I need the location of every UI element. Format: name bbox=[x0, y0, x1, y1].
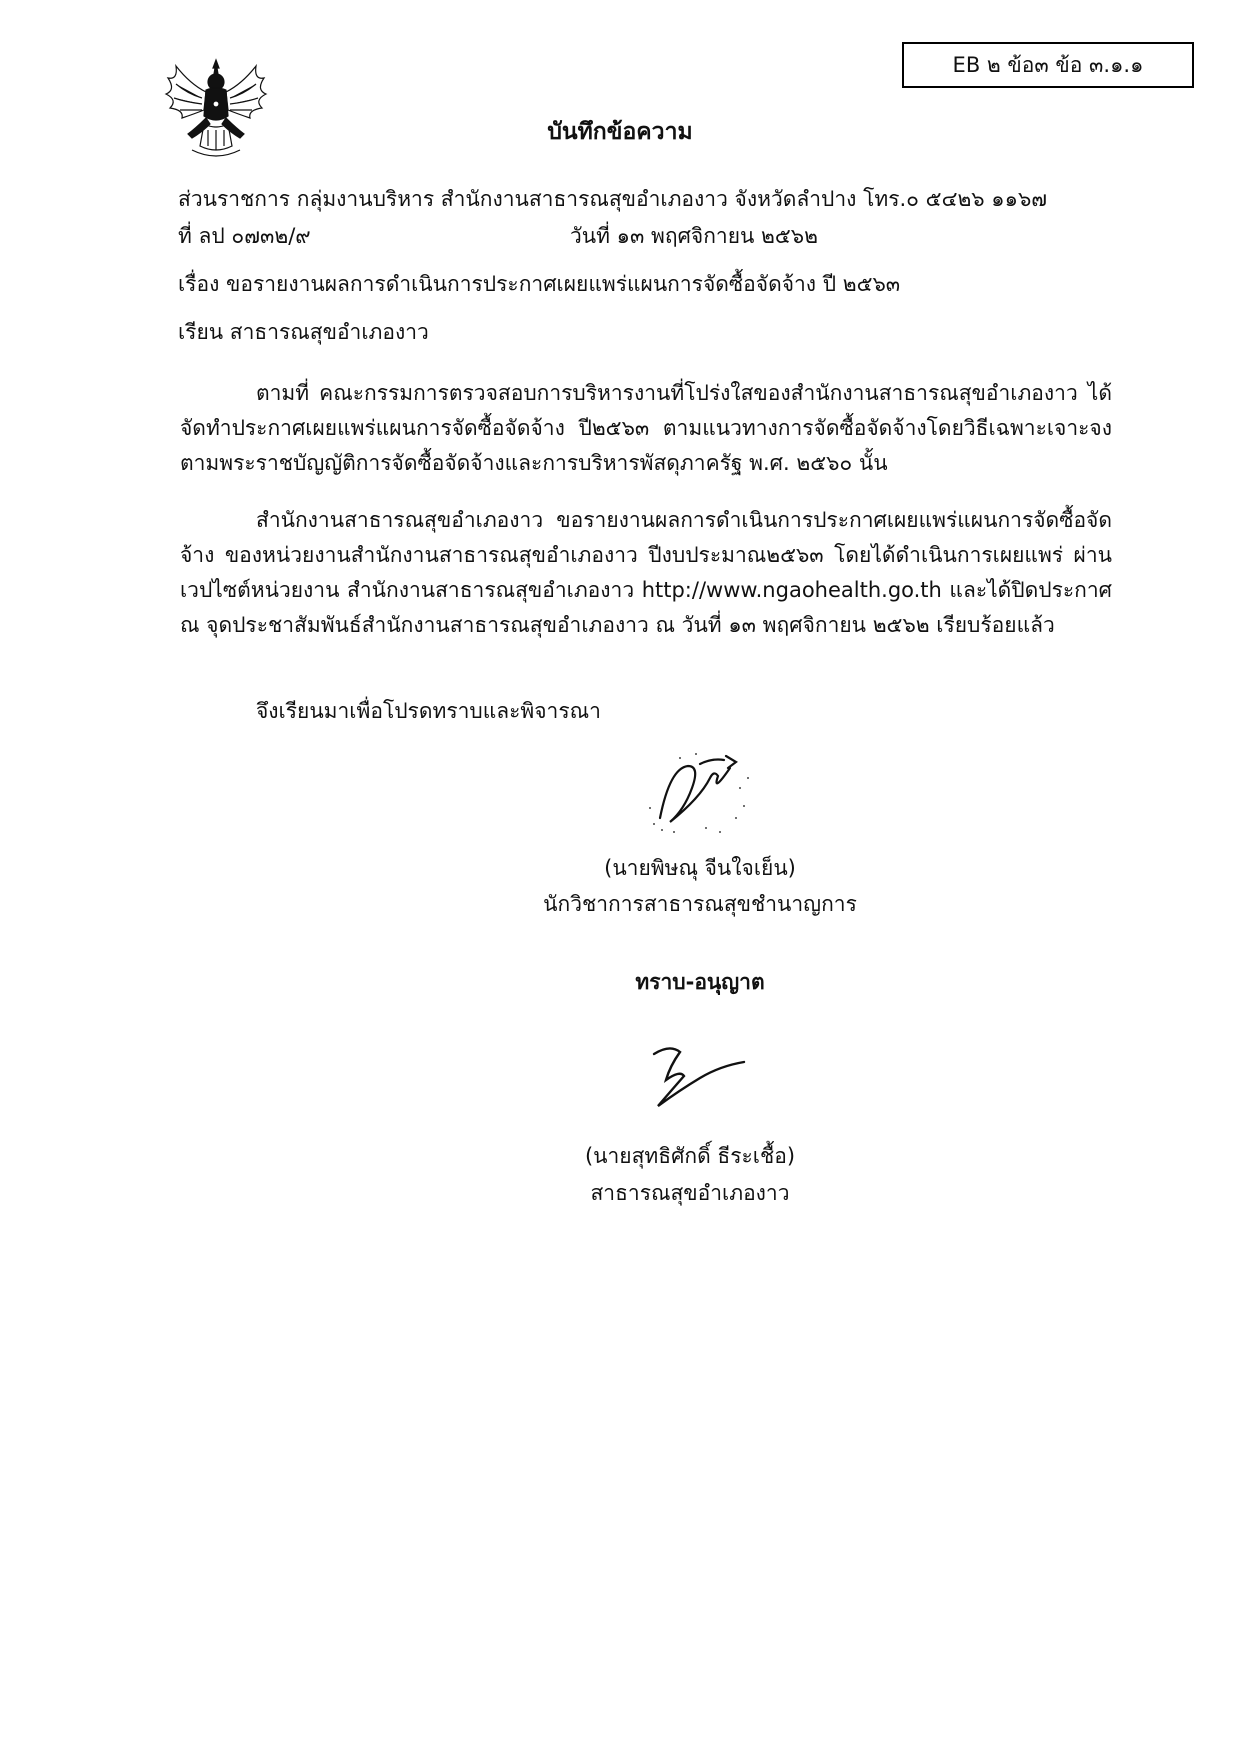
recipient-line: เรียน สาธารณสุขอำเภองาว bbox=[178, 320, 429, 344]
memo-title: บันทึกข้อความ bbox=[547, 119, 693, 145]
body-paragraph-1: ตามที่ คณะกรรมการตรวจสอบการบริหารงานที่โปร่งใสของสำนักงานสาธารณสุขอำเภองาว ได้จัดทำประกาศเผยแพร่แผนการจัดซื้อจัดจ้าง ปี๒๕๖๓ ตามแนวทางการจัดซื้อจัดจ้างโดยวิธีเฉพาะเจาะจง ตามพระราชบัญญัติการจัดซื้อจัดจ้างและการบริหารพัสดุภาครัฐ พ.ศ. ๒๕๖๐ นั้น bbox=[180, 381, 1112, 475]
signer-1-name: (นายพิษณุ จีนใจเย็น) bbox=[604, 856, 796, 880]
signer-2-name: (นายสุทธิศักดิ์ ธีระเชื้อ) bbox=[584, 1144, 796, 1168]
signature-2 bbox=[640, 1040, 750, 1110]
body-paragraph-2: สำนักงานสาธารณสุขอำเภองาว ขอรายงานผลการดำเนินการประกาศเผยแพร่แผนการจัดซื้อจัดจ้าง ของหน่วยงานสำนักงานสาธารณสุขอำเภองาว ปีงบประมาณ๒๕๖๓ โดยได้ดำเนินการเผยแพร่ ผ่านเวปไซต์หน่วยงาน สำนักงานสาธารณสุขอำเภองาว http://www.ngaohealth.go.th และได้ปิดประกาศ ณ จุดประชาสัมพันธ์สำนักงานสาธารณสุขอำเภองาว ณ วันที่ ๑๓ พฤศจิกายน ๒๕๖๒ เรียบร้อยแล้ว bbox=[180, 508, 1112, 637]
signature-1 bbox=[640, 748, 760, 838]
closing-line: จึงเรียนมาเพื่อโปรดทราบและพิจารณา bbox=[256, 699, 601, 723]
reference-box: EB ๒ ข้อ๓ ข้อ ๓.๑.๑ bbox=[902, 42, 1194, 88]
subject-line: เรื่อง ขอรายงานผลการดำเนินการประกาศเผยแพร่แผนการจัดซื้อจัดจ้าง ปี ๒๕๖๓ bbox=[178, 272, 901, 296]
signer-2-position: สาธารณสุขอำเภองาว bbox=[590, 1181, 790, 1205]
department-line: ส่วนราชการ กลุ่มงานบริหาร สำนักงานสาธารณสุขอำเภองาว จังหวัดลำปาง โทร.๐ ๕๔๒๖ ๑๑๖๗ bbox=[178, 187, 1048, 211]
signer-1-position: นักวิชาการสาธารณสุขชำนาญการ bbox=[543, 892, 857, 916]
document-number: ที่ ลป ๐๗๓๒/๙ bbox=[178, 224, 311, 248]
document-date: วันที่ ๑๓ พฤศจิกายน ๒๕๖๒ bbox=[570, 224, 818, 248]
approval-text: ทราบ-อนุญาต bbox=[635, 970, 765, 994]
